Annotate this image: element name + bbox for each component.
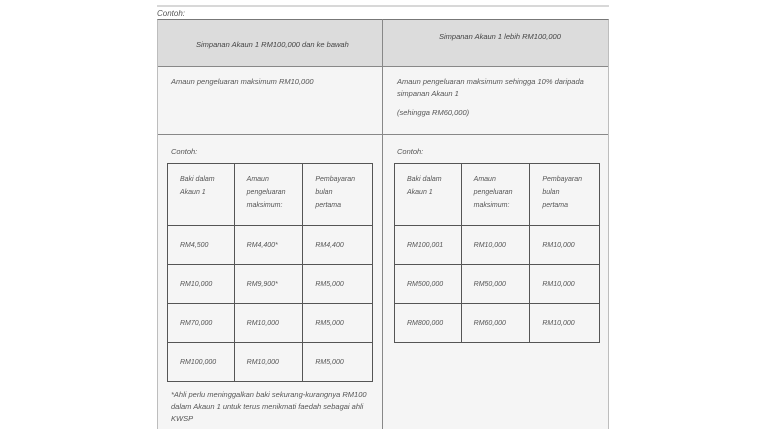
column-header-line: pengeluaran: [473, 189, 513, 196]
column-header-line: maksimum:: [473, 202, 510, 209]
limit-right-line1: Amaun pengeluaran maksimum sehingga 10% daripada: [397, 77, 584, 86]
column-header-line: pengeluaran: [246, 189, 286, 196]
column-header-line: maksimum:: [246, 202, 283, 209]
limit-left-text: Amaun pengeluaran maksimum RM10,000: [171, 77, 314, 86]
column-header-line: bulan: [542, 189, 560, 196]
header-cell-right: [383, 20, 608, 66]
header-cell-left: [158, 20, 382, 66]
table-row: [168, 226, 373, 265]
table-cell: RM10,000: [530, 304, 600, 343]
table-cell: RM100,000: [168, 343, 235, 382]
column-header: [303, 164, 373, 226]
footnote: *Ahli perlu meninggalkan baki sekurang-kurangnya RM100 dalam Akaun 1 untuk terus menikmati faedah sebagai ahli KWSP: [171, 390, 367, 423]
table-row: [395, 265, 600, 304]
table-cell: RM100,001: [395, 226, 462, 265]
example-table-right: [394, 163, 600, 343]
table-cell: RM60,000: [461, 304, 530, 343]
column-header: [395, 164, 462, 226]
column-header-line: Amaun: [473, 176, 496, 183]
header-right-text: Simpanan Akaun 1 lebih RM100,000: [439, 32, 561, 41]
column-header-line: Pembayaran: [542, 176, 583, 183]
table-cell: RM10,000: [234, 343, 303, 382]
column-header-line: Baki dalam: [407, 176, 442, 183]
column-header-line: pertama: [315, 202, 342, 209]
column-header-line: Baki dalam: [180, 176, 215, 183]
table-cell: RM4,400*: [234, 226, 303, 265]
column-divider: [382, 19, 383, 429]
table-header-row: [395, 164, 600, 226]
column-header-line: pertama: [542, 202, 569, 209]
table-cell: RM10,000: [530, 265, 600, 304]
column-header: [168, 164, 235, 226]
table-cell: RM10,000: [461, 226, 530, 265]
table-cell: RM5,000: [303, 265, 373, 304]
table-cell: RM10,000: [530, 226, 600, 265]
top-divider: [157, 5, 609, 7]
intro-label: Contoh:: [157, 9, 186, 18]
column-header: [530, 164, 600, 226]
table-cell: RM5,000: [303, 304, 373, 343]
table-cell: RM9,900*: [234, 265, 303, 304]
table-cell: RM50,000: [461, 265, 530, 304]
table-header-row: [168, 164, 373, 226]
limit-right-line2: simpanan Akaun 1: [397, 89, 459, 98]
table-cell: RM5,000: [303, 343, 373, 382]
table-row: [395, 304, 600, 343]
limits-bottom-rule: [158, 134, 608, 135]
column-header: [234, 164, 303, 226]
table-cell: RM70,000: [168, 304, 235, 343]
column-header-line: Akaun 1: [407, 189, 433, 196]
table-row: [168, 265, 373, 304]
table-cell: RM800,000: [395, 304, 462, 343]
table-cell: RM4,500: [168, 226, 235, 265]
table-cell: RM4,400: [303, 226, 373, 265]
column-header-line: Akaun 1: [180, 189, 206, 196]
example-left-label: Contoh:: [171, 147, 198, 156]
column-header-line: Pembayaran: [315, 176, 356, 183]
column-header: [461, 164, 530, 226]
table-cell: RM10,000: [234, 304, 303, 343]
example-right-label: Contoh:: [397, 147, 424, 156]
column-header-line: Amaun: [246, 176, 269, 183]
header-bottom-rule: [158, 66, 608, 67]
limit-right-note: (sehingga RM60,000): [397, 108, 470, 117]
column-header-line: bulan: [315, 189, 333, 196]
table-row: [395, 226, 600, 265]
table-row: [168, 304, 373, 343]
example-table-left: [167, 163, 373, 382]
header-left-text: Simpanan Akaun 1 RM100,000 dan ke bawah: [196, 40, 349, 49]
table-row: [168, 343, 373, 382]
table-cell: RM500,000: [395, 265, 462, 304]
table-cell: RM10,000: [168, 265, 235, 304]
